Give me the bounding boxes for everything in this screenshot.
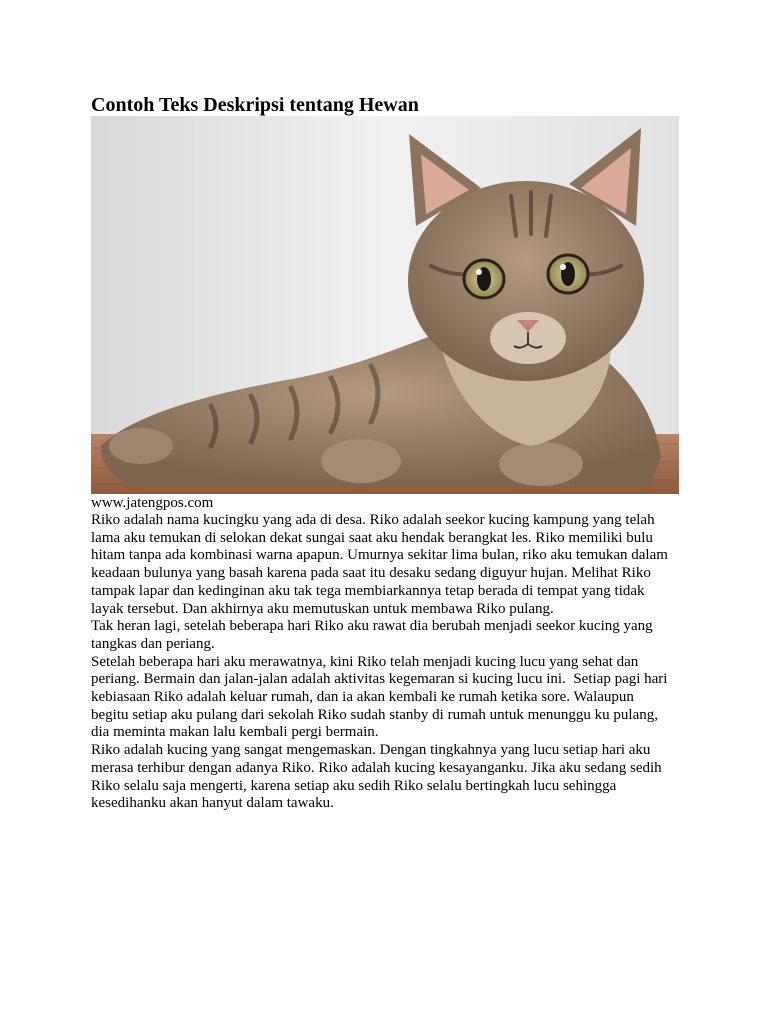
image-source: www.jatengpos.com bbox=[91, 495, 214, 511]
text-line: keadaan bulunya yang basah karena pada saat itu desaku sedang diguyur hujan. Melihat Riko bbox=[91, 565, 651, 582]
paragraph bbox=[91, 654, 681, 743]
text-line: kebiasaan Riko adalah keluar rumah, dan ia akan kembali ke rumah ketika sore. Walaupun bbox=[91, 689, 634, 706]
text-line: lama aku temukan di selokan dekat sungai saat aku hendak berangkat les. Riko memiliki bulu bbox=[91, 529, 653, 546]
paragraph bbox=[91, 742, 681, 813]
cat-photo bbox=[91, 116, 679, 494]
text-line: Setelah beberapa hari aku merawatnya, kini Riko telah menjadi kucing lucu yang sehat dan bbox=[91, 653, 639, 670]
text-line: tangkas dan periang. bbox=[91, 635, 215, 652]
text-line: begitu setiap aku pulang dari sekolah Riko sudah stanby di rumah untuk menunggu ku pulang, bbox=[91, 706, 658, 723]
text-line: Riko adalah kucing yang sangat mengemaskan. Dengan tingkahnya yang lucu setiap hari aku bbox=[91, 742, 651, 759]
document-title: Contoh Teks Deskripsi tentang Hewan bbox=[91, 94, 419, 116]
text-line: Tak heran lagi, setelah beberapa hari Riko aku rawat dia berubah menjadi seekor kucing yang bbox=[91, 618, 653, 635]
text-line: kesedihanku akan hanyut dalam tawaku. bbox=[91, 795, 334, 812]
text-line: periang. Bermain dan jalan-jalan adalah aktivitas kegemaran si kucing lucu ini. Setiap pagi hari bbox=[91, 671, 668, 688]
text-line: Riko adalah nama kucingku yang ada di desa. Riko adalah seekor kucing kampung yang telah bbox=[91, 512, 655, 528]
paragraph bbox=[91, 618, 681, 653]
text-line: hitam tanpa ada kombinasi warna apapun. Umurnya sekitar lima bulan, riko aku temukan dalam bbox=[91, 547, 668, 564]
body-text bbox=[91, 512, 681, 813]
text-line: Riko selalu saja mengerti, karena setiap aku sedih Riko selalu bertingkah lucu sehingga bbox=[91, 777, 617, 794]
text-line: dia meminta makan lalu kembali pergi bermain. bbox=[91, 724, 379, 741]
text-line: tampak lapar dan kedinginan aku tak tega membiarkannya tetap berada di tempat yang tidak bbox=[91, 582, 645, 599]
text-line: layak tersebut. Dan akhirnya aku memutuskan untuk membawa Riko pulang. bbox=[91, 600, 554, 617]
text-line: merasa terhibur dengan adanya Riko. Riko adalah kucing kesayanganku. Jika aku sedang sedih bbox=[91, 759, 662, 776]
paragraph bbox=[91, 512, 681, 618]
